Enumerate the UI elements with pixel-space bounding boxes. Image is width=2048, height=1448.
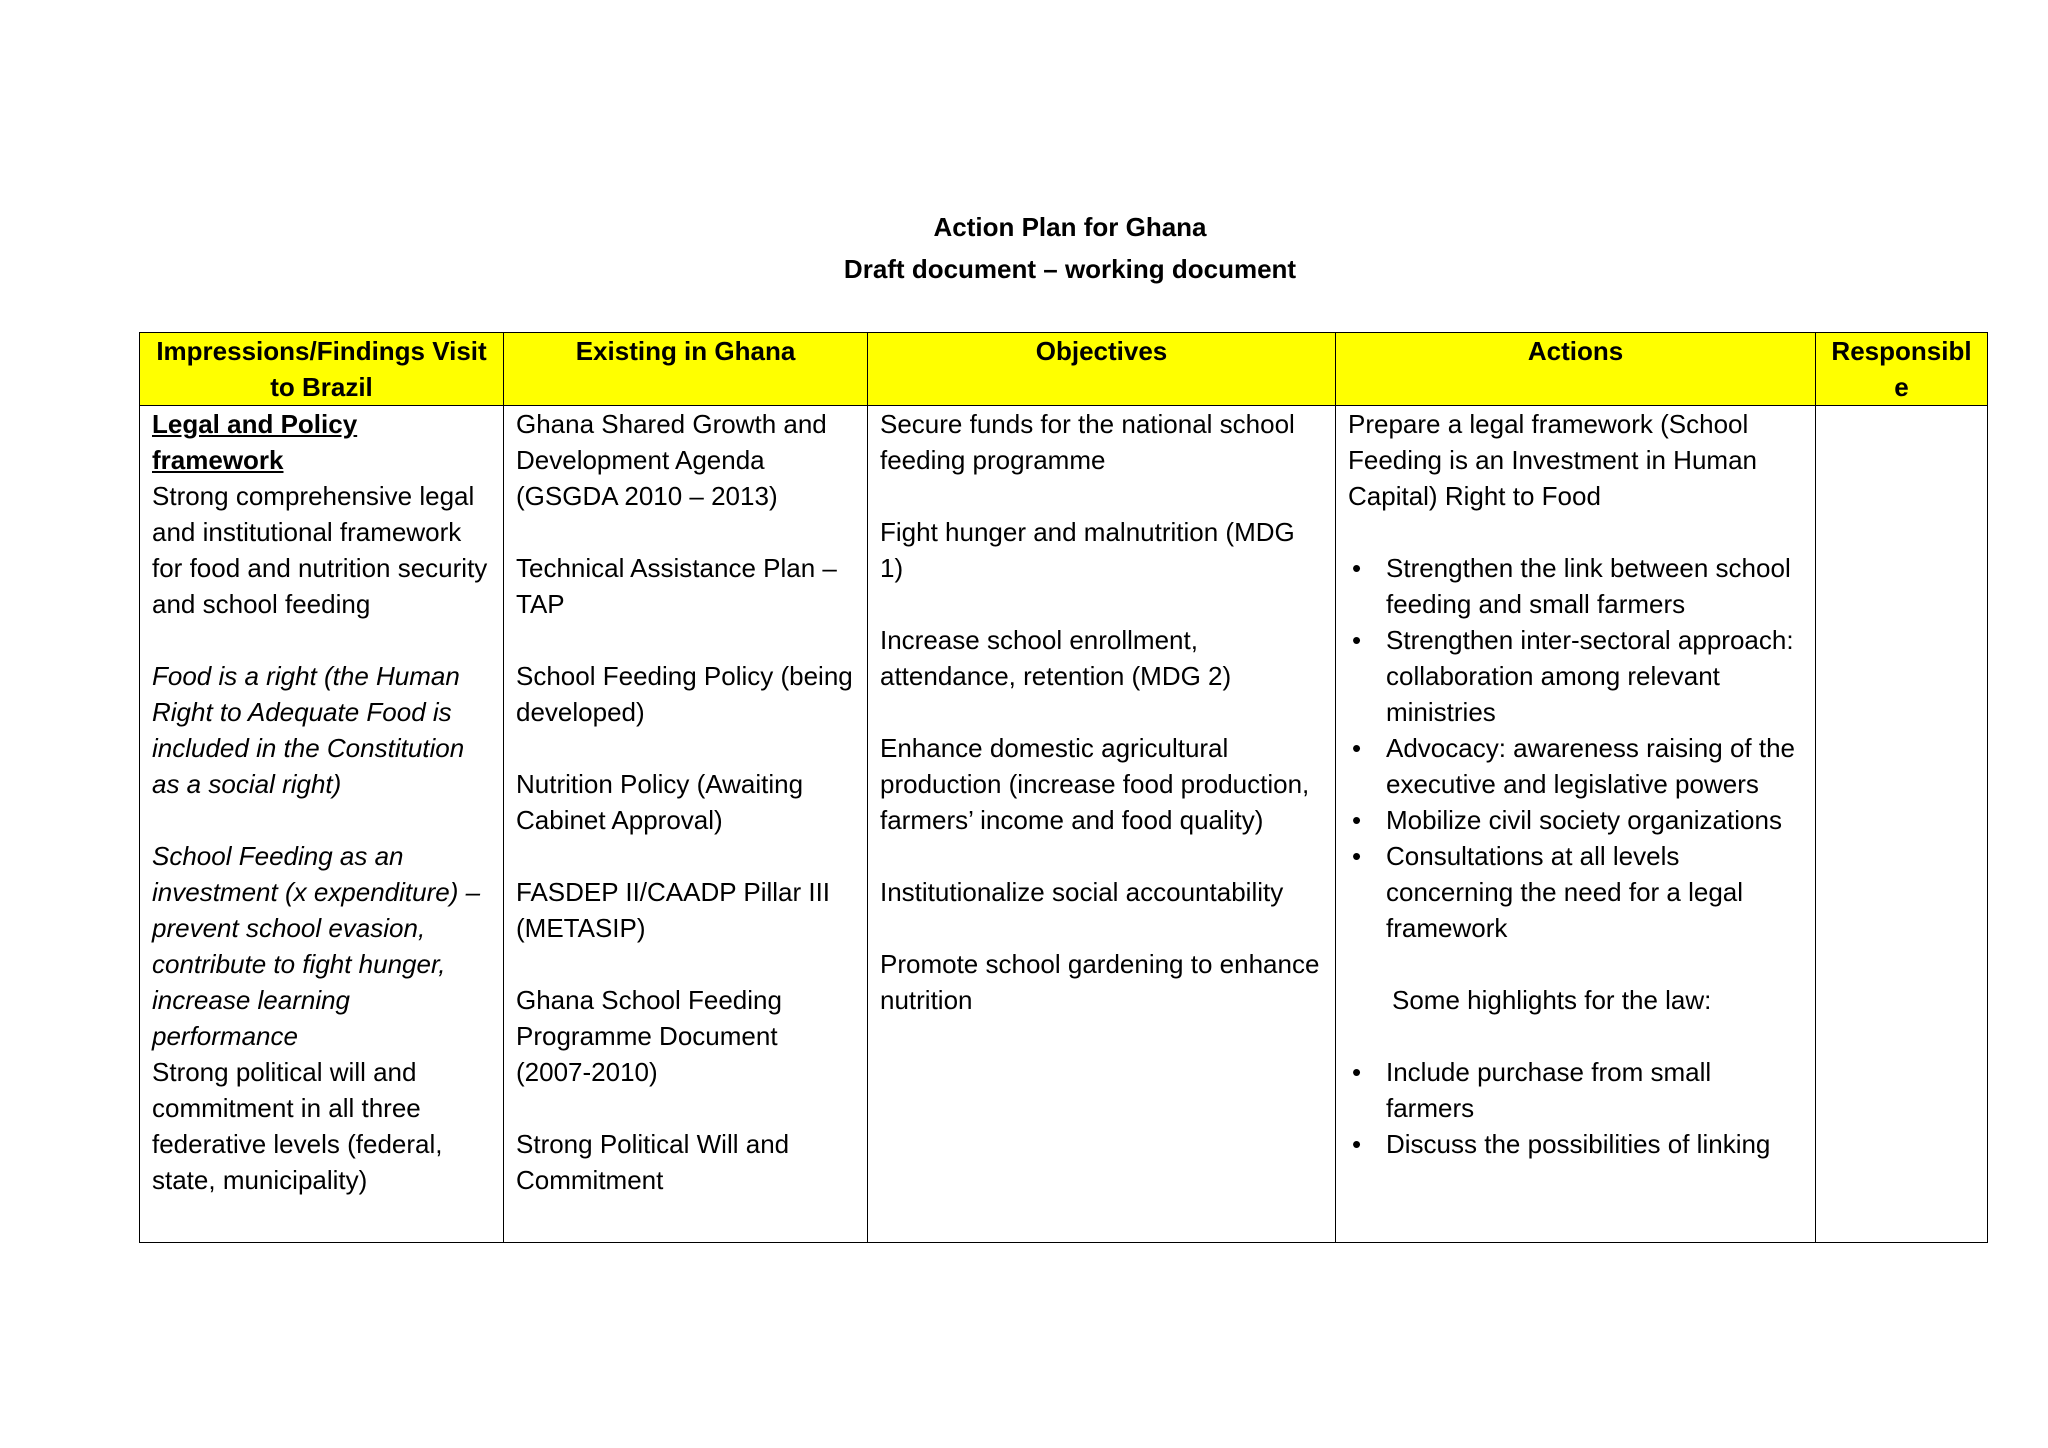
bullet-icon: • (1352, 553, 1362, 583)
bullet-icon: • (1352, 805, 1362, 835)
cell-actions (1336, 406, 1816, 1243)
bullet-icon: • (1352, 841, 1362, 871)
header-actions: Actions (1336, 333, 1816, 406)
impression-para: Food is a right (the Human Right to Adequate Food is included in the Constitution as a social right) (152, 661, 465, 799)
objective-item: Enhance domestic agricultural production (increase food production, farmers’ income and food quality) (880, 733, 1310, 835)
objective-item: Promote school gardening to enhance nutrition (880, 949, 1320, 1015)
bullet-icon: • (1352, 1129, 1362, 1159)
list-item: • Include purchase from small farmers (1348, 1054, 1803, 1126)
table-header-row (140, 333, 1988, 406)
existing-item: Ghana School Feeding Programme Document (2007-2010) (516, 985, 782, 1087)
document-title: Action Plan for Ghana (933, 212, 1207, 242)
objective-item: Fight hunger and malnutrition (MDG 1) (880, 517, 1295, 583)
existing-item: Nutrition Policy (Awaiting Cabinet Approval) (516, 769, 804, 835)
cell-existing (504, 406, 868, 1243)
header-objectives: Objectives (868, 333, 1336, 406)
existing-item: FASDEP II/CAADP Pillar III (METASIP) (516, 877, 831, 943)
impression-para: Strong comprehensive legal and institutional framework for food and nutrition security and school feeding (152, 481, 488, 619)
impression-para: Strong political will and commitment in all three federative levels (federal, state, municipality) (152, 1057, 443, 1195)
existing-item: School Feeding Policy (being developed) (516, 661, 853, 727)
bullet-icon: • (1352, 1057, 1362, 1087)
list-item: • Advocacy: awareness raising of the executive and legislative powers (1348, 730, 1803, 802)
existing-item: Strong Political Will and Commitment (516, 1129, 790, 1195)
list-item: • Consultations at all levels concerning the need for a legal framework (1348, 838, 1803, 946)
cell-objectives (868, 406, 1336, 1243)
header-responsible: Responsibl e (1816, 333, 1988, 406)
bullet-icon: • (1352, 733, 1362, 763)
actions-bullet-list (1348, 550, 1803, 946)
cell-responsible (1816, 406, 1988, 1243)
bullet-icon: • (1352, 625, 1362, 655)
law-bullet-list (1348, 1054, 1803, 1162)
law-highlights-label: Some highlights for the law: (1392, 985, 1712, 1015)
list-item: • Strengthen the link between school feeding and small farmers (1348, 550, 1803, 622)
list-item: • Mobilize civil society organizations (1348, 802, 1803, 838)
objective-item: Institutionalize social accountability (880, 877, 1284, 907)
list-item: • Strengthen inter-sectoral approach: collaboration among relevant ministries (1348, 622, 1803, 730)
cell-impressions (140, 406, 504, 1243)
section-heading: Legal and Policy framework (152, 409, 358, 475)
actions-intro: Prepare a legal framework (School Feeding is an Investment in Human Capital) Right to Food (1348, 409, 1757, 511)
document-subtitle: Draft document – working document (843, 254, 1297, 284)
list-item: • Discuss the possibilities of linking (1348, 1126, 1803, 1162)
impression-para: School Feeding as an investment (x expenditure) – prevent school evasion, contribute to fight hunger, increase learning performance (152, 841, 481, 1051)
objective-item: Increase school enrollment, attendance, retention (MDG 2) (880, 625, 1232, 691)
existing-item: Technical Assistance Plan – TAP (516, 553, 837, 619)
objective-item: Secure funds for the national school feeding programme (880, 409, 1295, 475)
action-plan-table (139, 332, 1988, 1243)
header-impressions: Impressions/Findings Visit to Brazil (140, 333, 504, 406)
header-existing: Existing in Ghana (504, 333, 868, 406)
table-row (140, 406, 1988, 1243)
existing-item: Ghana Shared Growth and Development Agenda (GSGDA 2010 – 2013) (516, 409, 827, 511)
